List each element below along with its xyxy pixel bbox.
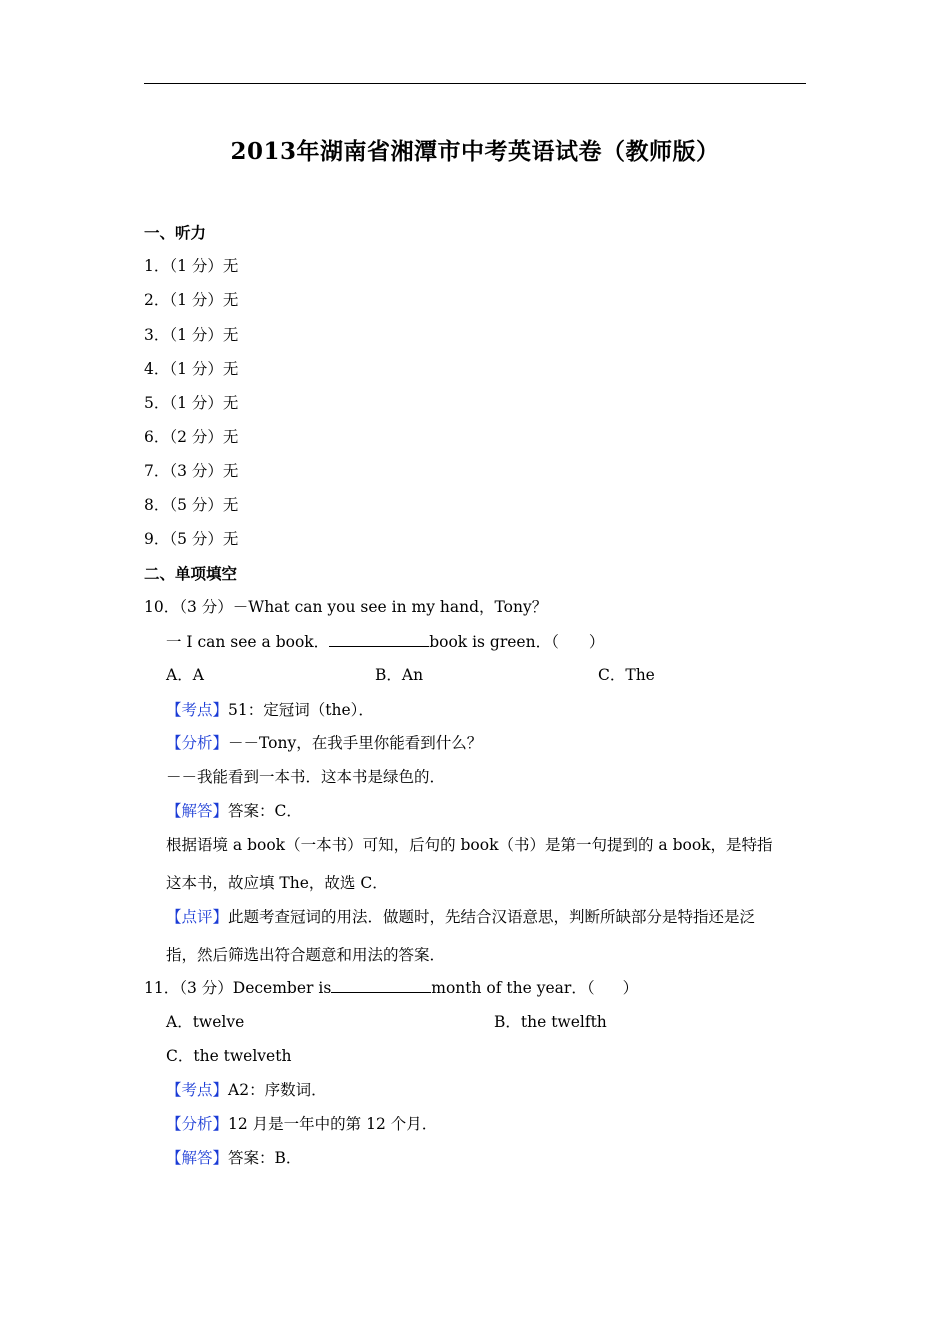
list-item: 8．（5 分）无: [144, 496, 239, 514]
jieda-tag: 【解答】: [166, 802, 229, 820]
question-10-stem: 10．（3 分）－What can you see in my hand，Tony？: [144, 598, 548, 616]
question-11-stem: 11．（3 分）December is month of the year．（ ）: [144, 979, 639, 997]
fenxi-line-2: －－我能看到一本书．这本书是绿色的．: [166, 768, 446, 786]
dianping-line: 【点评】此题考查冠词的用法．做题时，先结合汉语意思，判断所缺部分是特指还是泛: [166, 908, 756, 926]
dianping-line-2: 指，然后筛选出符合题意和用法的答案．: [166, 946, 446, 964]
header-rule: [144, 83, 806, 84]
jieda-line: 【解答】答案：B．: [166, 1149, 302, 1167]
fenxi-line: 【分析】12 月是一年中的第 12 个月．: [166, 1115, 438, 1133]
jieda-line-3: 这本书，故应填 The，故选 C．: [166, 874, 388, 892]
jieda-line-2: 根据语境 a book（一本书）可知，后句的 book（书）是第一句提到的 a book，是特指: [166, 836, 773, 854]
section-heading-single-choice: 二、单项填空: [144, 564, 238, 583]
option-b: B．An: [375, 666, 424, 684]
option-a: A．twelve: [166, 1013, 245, 1031]
option-c: C．the twelveth: [166, 1047, 292, 1065]
option-c: C．The: [598, 666, 655, 684]
kaodian-line: 【考点】A2：序数词．: [166, 1081, 327, 1099]
fenxi-tag: 【分析】: [166, 1115, 229, 1133]
list-item: 9．（5 分）无: [144, 530, 239, 548]
kaodian-tag: 【考点】: [166, 1081, 229, 1099]
kaodian-tag: 【考点】: [166, 701, 229, 719]
answer-blank: [331, 977, 431, 993]
list-item: 5．（1 分）无: [144, 394, 239, 412]
fenxi-tag: 【分析】: [166, 734, 229, 752]
option-b: B．the twelfth: [494, 1013, 607, 1031]
option-a: A．A: [166, 666, 204, 684]
list-item: 1．（1 分）无: [144, 257, 239, 275]
list-item: 4．（1 分）无: [144, 360, 239, 378]
jieda-tag: 【解答】: [166, 1149, 229, 1167]
kaodian-line: 【考点】51：定冠词（the）．: [166, 701, 374, 719]
fenxi-line: 【分析】－－Tony，在我手里你能看到什么？: [166, 734, 483, 752]
list-item: 7．（3 分）无: [144, 462, 239, 480]
list-item: 3．（1 分）无: [144, 326, 239, 344]
jieda-line: 【解答】答案：C．: [166, 802, 302, 820]
answer-blank: [329, 631, 429, 647]
list-item: 6．（2 分）无: [144, 428, 239, 446]
dianping-tag: 【点评】: [166, 908, 229, 926]
section-heading-listening: 一、听力: [144, 223, 207, 242]
list-item: 2．（1 分）无: [144, 291, 239, 309]
question-10-line2: 一 I can see a book． book is green．（ ）: [166, 633, 605, 651]
page-title: 2013年湖南省湘潭市中考英语试卷（教师版）: [230, 138, 720, 165]
